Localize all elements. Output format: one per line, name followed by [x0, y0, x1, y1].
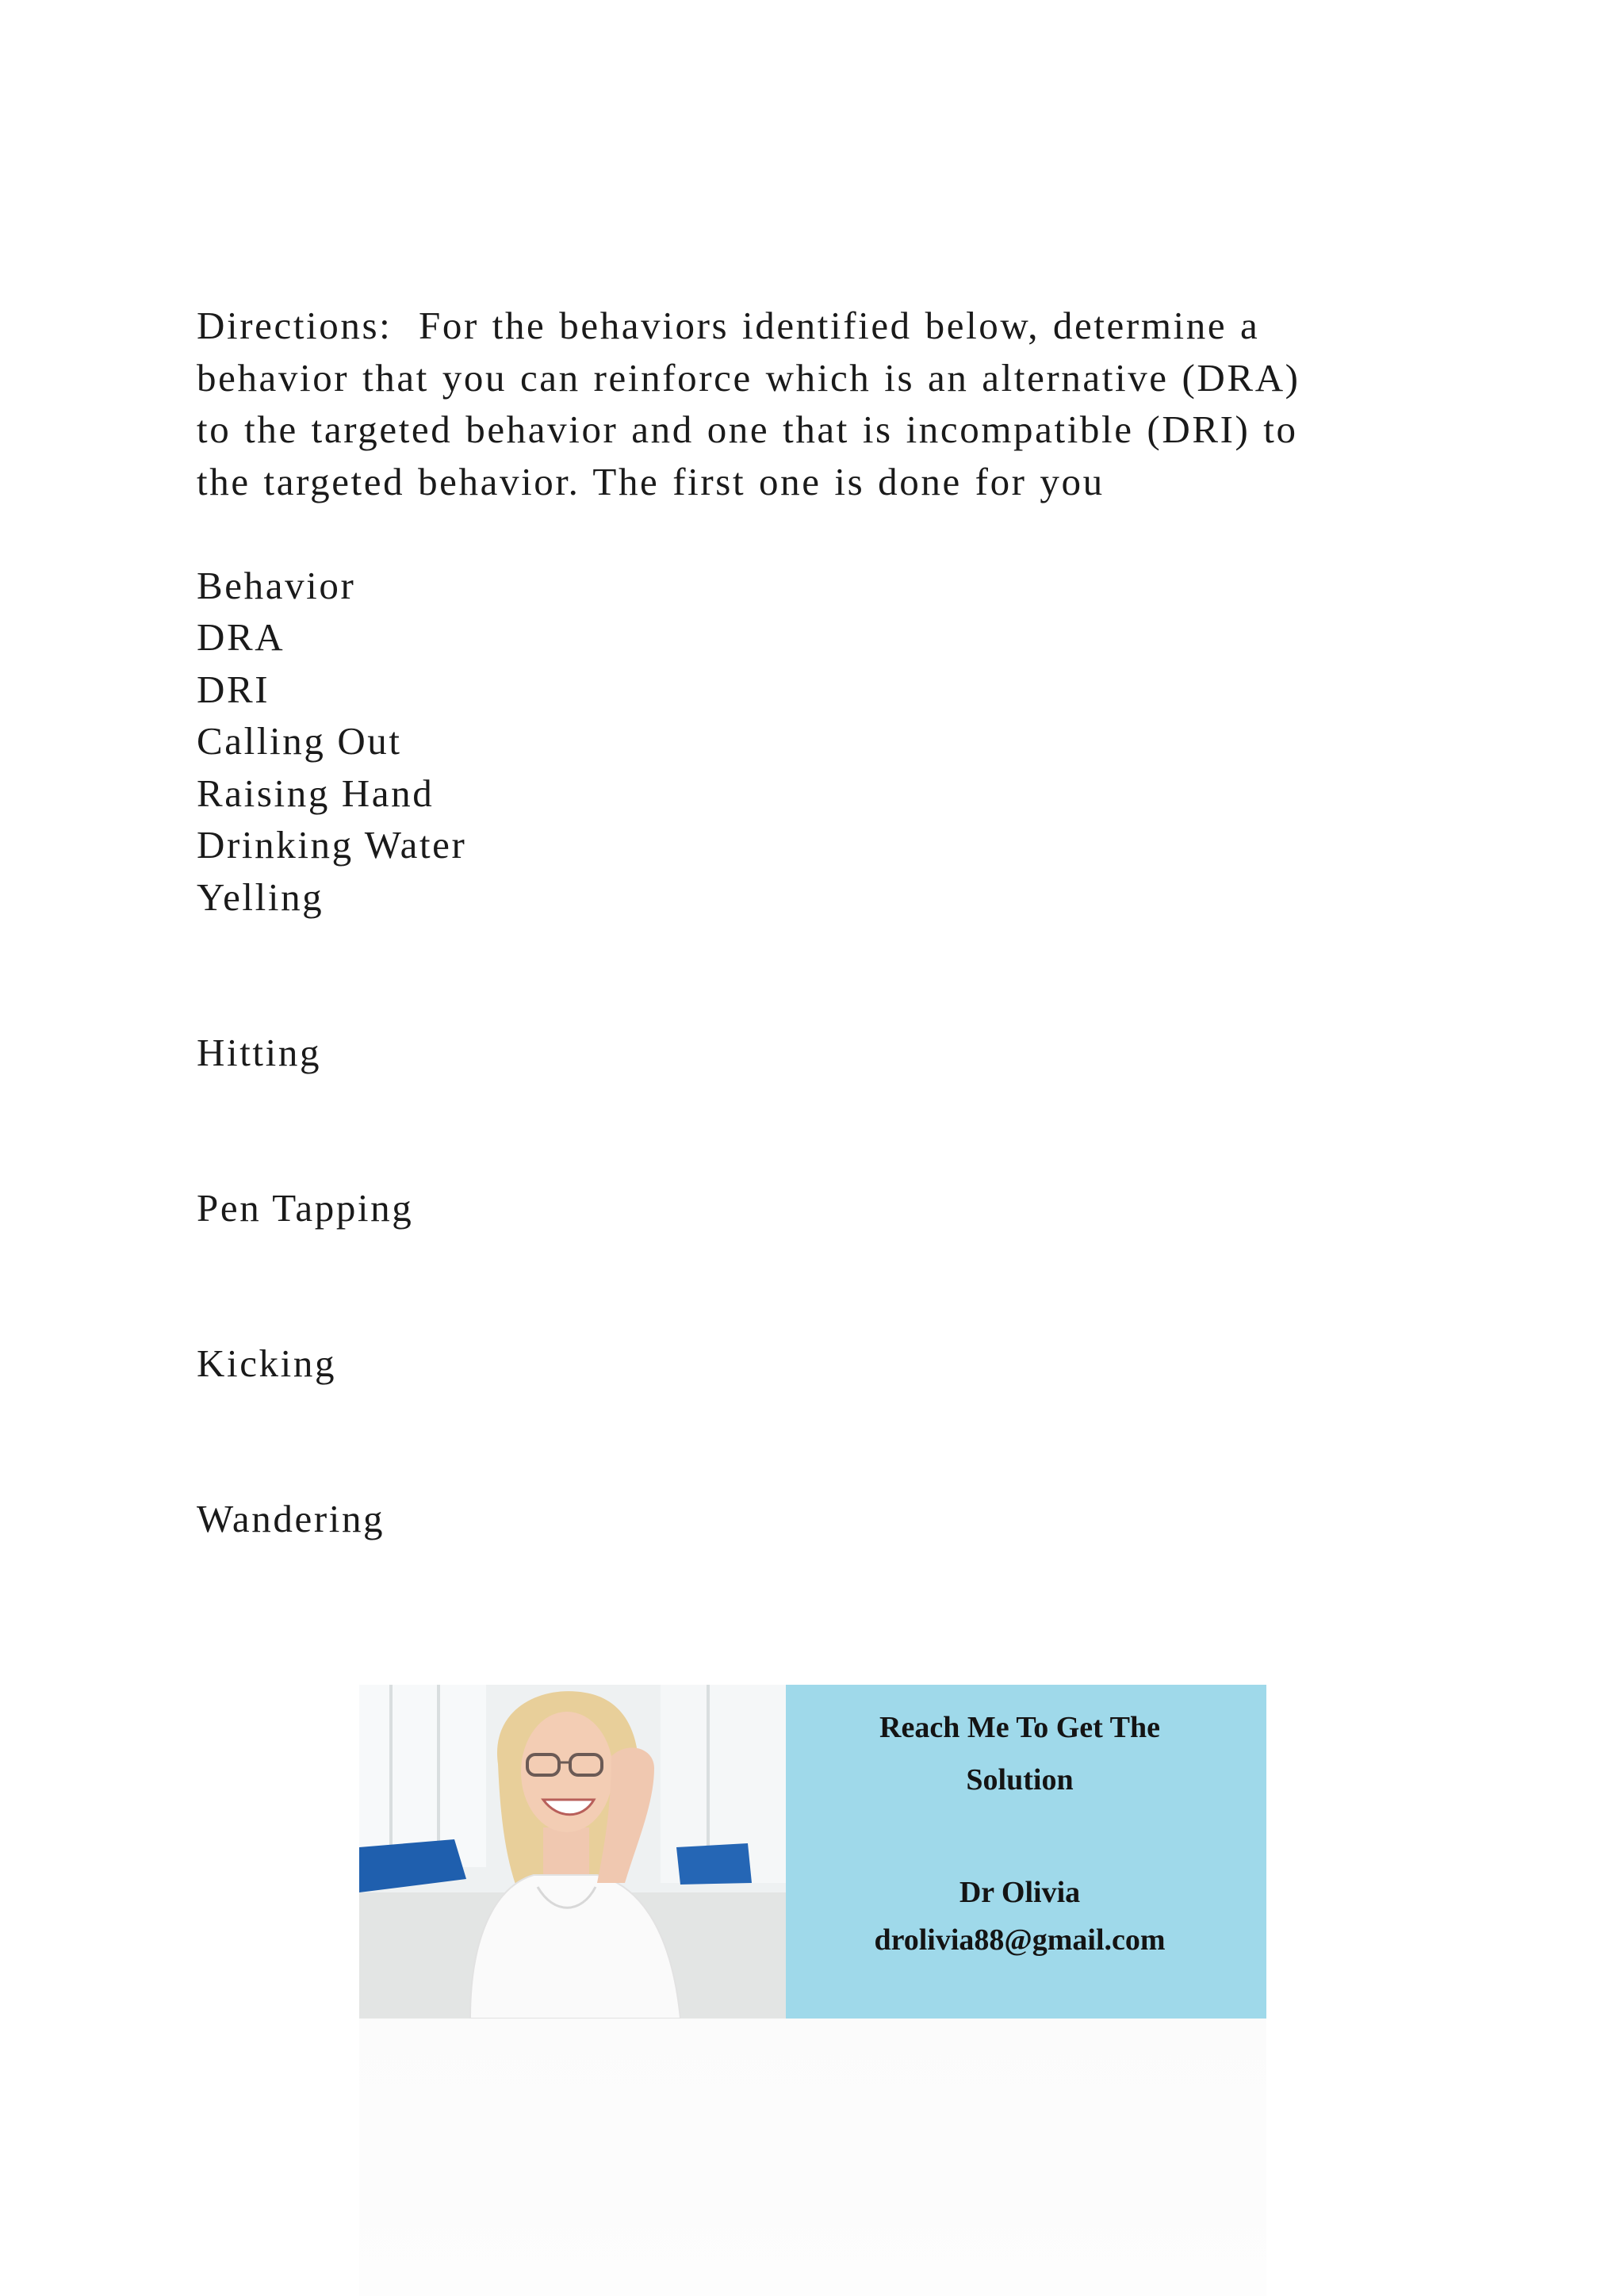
directions-block	[197, 300, 1434, 507]
banner-headline-line2: Solution	[966, 1763, 1074, 1797]
example-dri: Drinking Water	[197, 823, 467, 867]
woman-with-glasses-photo	[359, 1685, 787, 2019]
contact-banner	[359, 1685, 1266, 2019]
example-behavior: Calling Out	[197, 719, 402, 763]
banner-email: drolivia88@gmail.com	[874, 1923, 1166, 1957]
directions-line: behavior that you can reinforce which is an alternative (DRA)	[197, 355, 1300, 400]
directions-line: to the targeted behavior and one that is incompatible (DRI) to	[197, 408, 1298, 451]
example-dra: Raising Hand	[197, 771, 435, 815]
behavior-item: Wandering	[197, 1497, 385, 1540]
behavior-item: Hitting	[197, 1031, 322, 1074]
behavior-item: Yelling	[197, 875, 324, 919]
banner-headline-line1: Reach Me To Get The	[879, 1711, 1160, 1744]
photo-illustration	[359, 1685, 787, 2019]
banner-shadow-area	[359, 2019, 1266, 2296]
behavior-item: Pen Tapping	[197, 1186, 414, 1230]
banner-name: Dr Olivia	[959, 1876, 1081, 1909]
directions-line: Directions: For the behaviors identified below, determine a	[197, 304, 1260, 347]
header-dri: DRI	[197, 668, 270, 711]
behavior-item: Kicking	[197, 1341, 337, 1385]
directions-line: the targeted behavior. The first one is done for you	[197, 459, 1105, 503]
contact-panel	[786, 1685, 1266, 2019]
directions-paragraph	[197, 300, 1434, 507]
header-dra: DRA	[197, 615, 285, 659]
header-behavior: Behavior	[197, 564, 356, 607]
